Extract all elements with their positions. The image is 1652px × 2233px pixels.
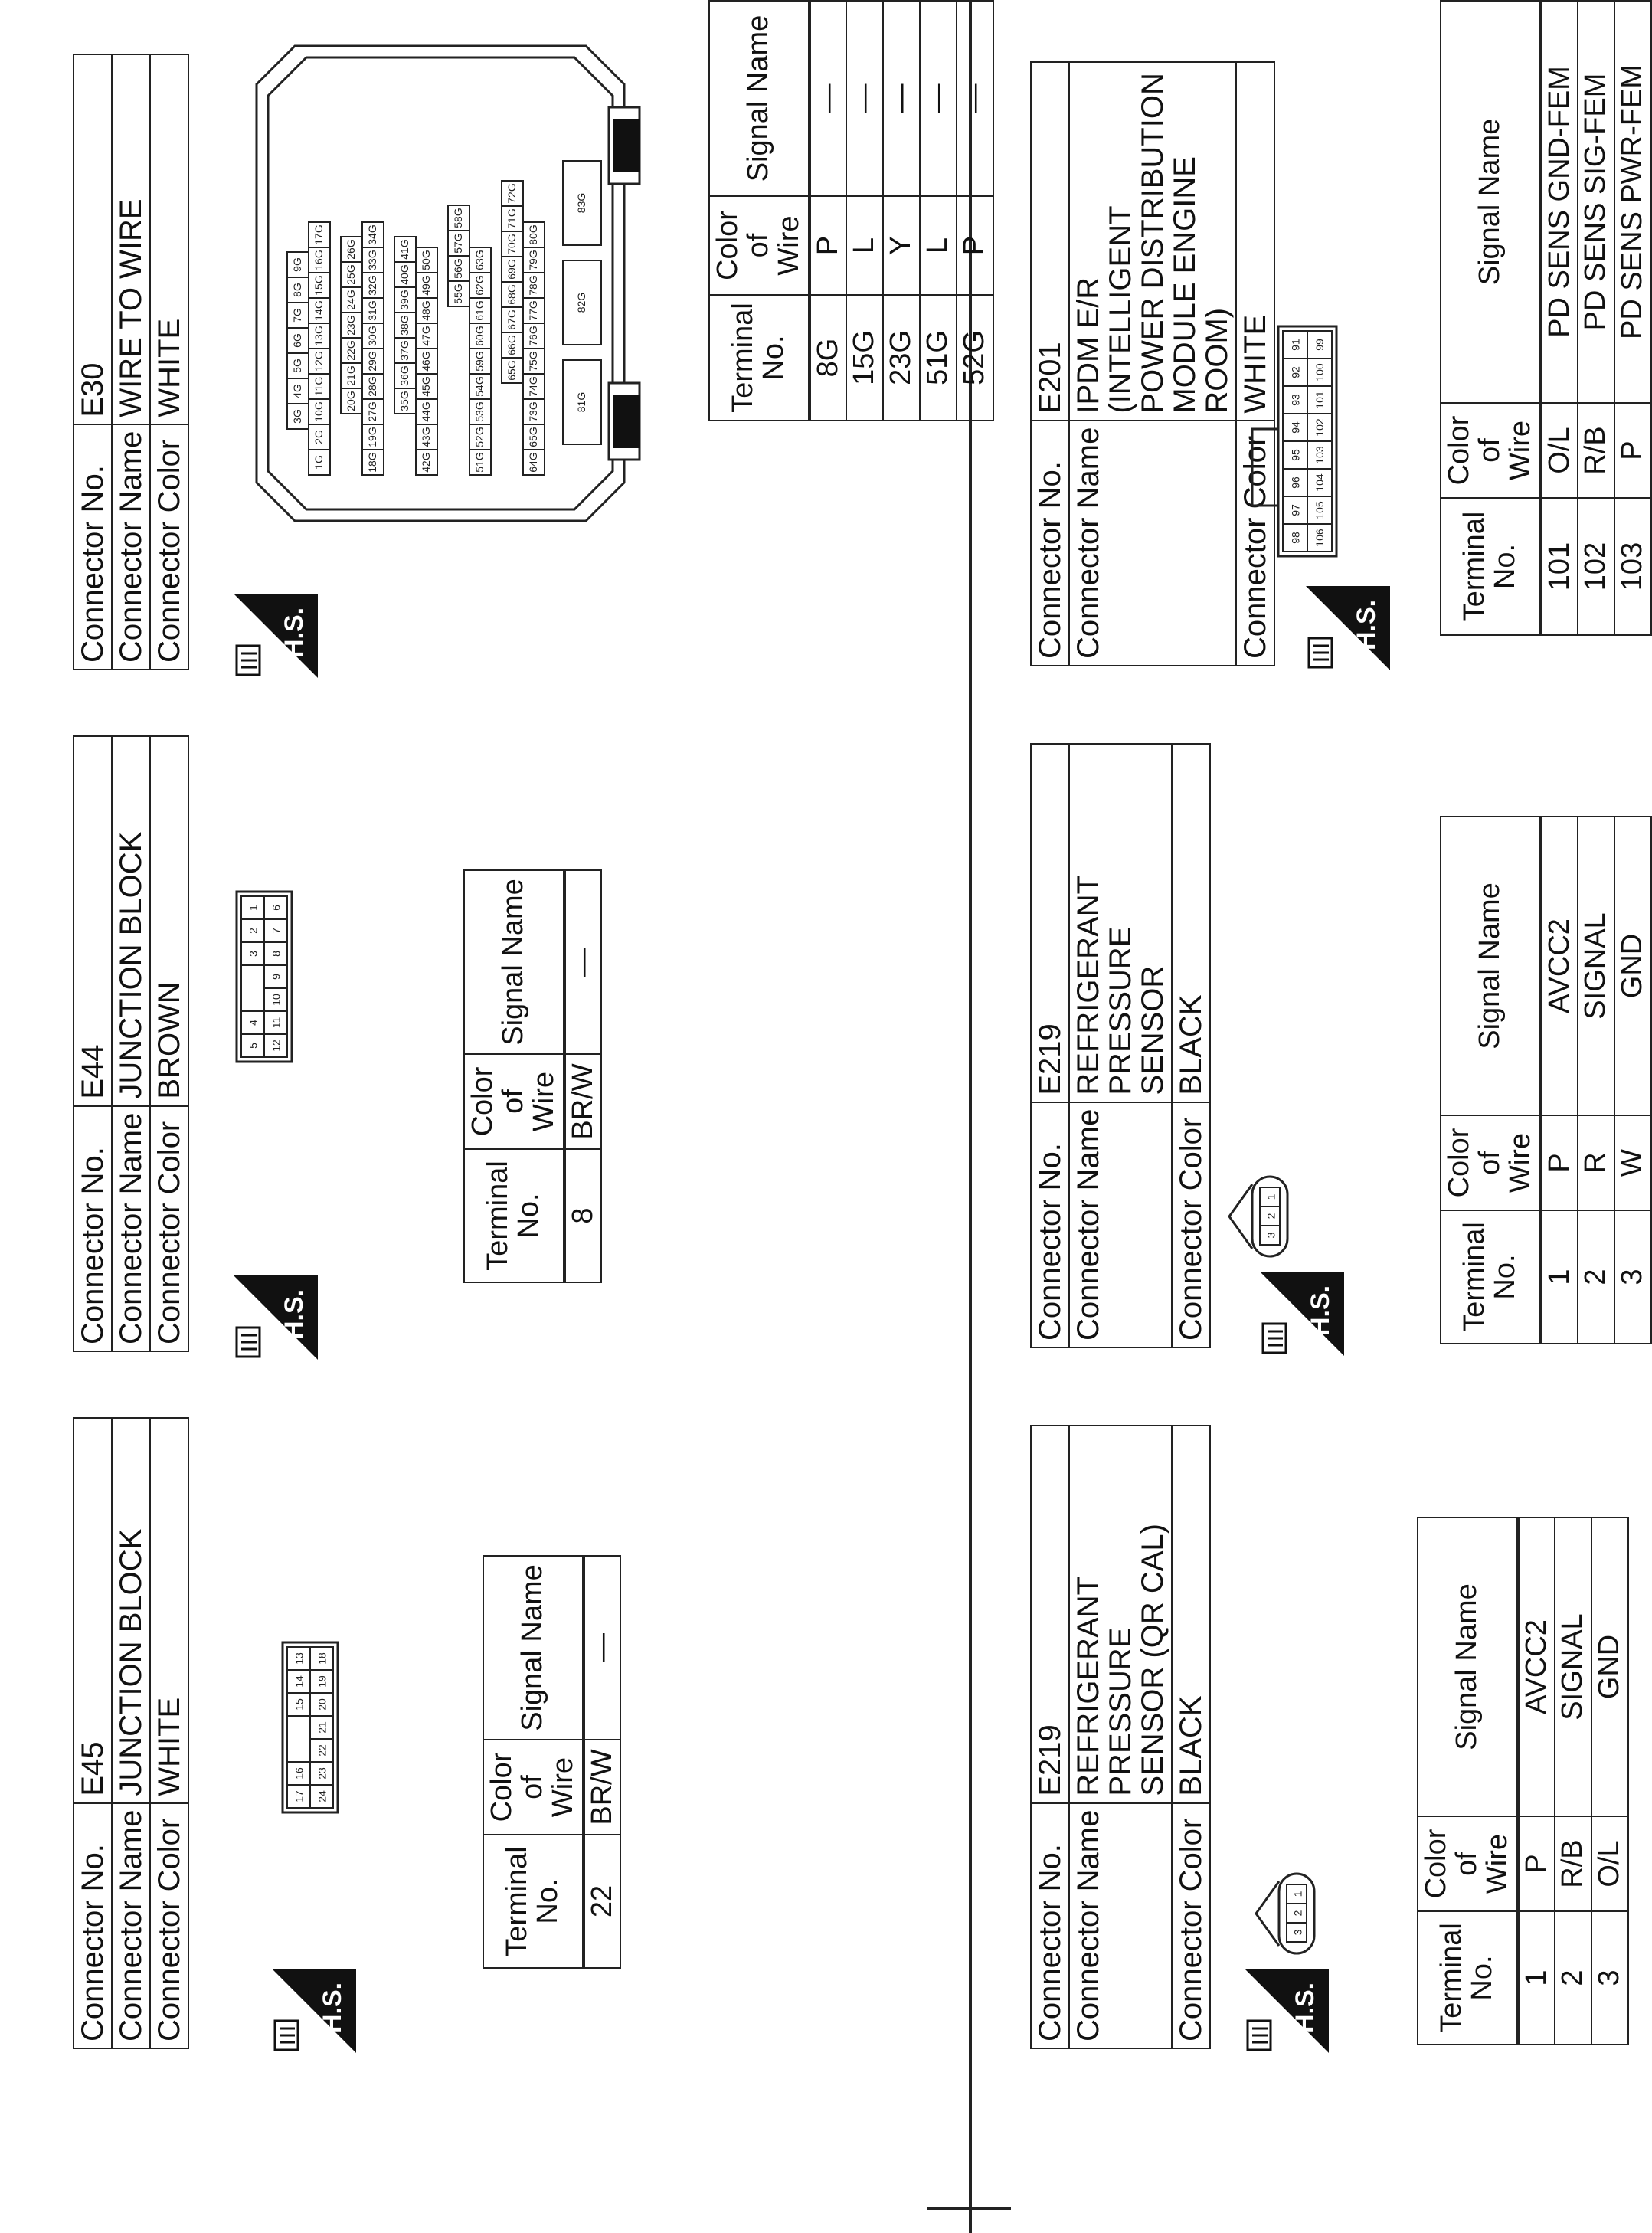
connector-name-value: JUNCTION BLOCK [112,1418,150,1803]
wire-color-header: Color of Wire [1441,1115,1541,1210]
harness-side-icon: H.S. [1260,1272,1344,1356]
signal-name-cell: PD SENS SIG-FEM [1578,1,1614,403]
pin-label: 50G [420,250,433,270]
pin-label: 102 [1313,418,1326,437]
pin-label: 74G [527,376,540,397]
connector-info-e44 [73,735,189,1352]
pin-label: 38G [398,315,411,336]
wire-color-cell: W [1614,1115,1651,1210]
signal-name-header: Signal Name [1418,1518,1518,1816]
pin-label: 2 [1291,1910,1304,1917]
pin-label: 39G [398,290,411,310]
pin-label: 6G [291,333,304,348]
signal-name-header: Signal Name [1441,817,1541,1115]
table-row [564,870,602,1282]
signal-name-cell: — [846,1,883,196]
pin-label: 55G [452,283,465,304]
wire-color-cell: BR/W [584,1740,621,1835]
connector-name-label: Connector Name [112,1106,150,1351]
wire-color-cell: P [810,196,847,295]
pin-label: 61G [473,300,486,321]
pin-label: 65G [505,360,518,381]
pin-label: 77G [527,300,540,321]
pin-label: 20 [316,1698,329,1711]
pin-label: 40G [398,264,411,285]
pin-label: 12G [312,351,325,372]
terminal-table-e201 [1440,0,1652,636]
terminal-cell: 8 [564,1149,602,1282]
pin-label: 3 [247,951,260,957]
pin-label: 15G [312,275,325,296]
pin-label: 26G [345,239,358,260]
pin-label: 1 [1291,1891,1304,1897]
terminal-table-e219 [1440,816,1652,1344]
terminal-no-header: Terminal No. [1418,1911,1518,2045]
pin-label: 68G [505,284,518,305]
connector-no-label: Connector No. [1031,1102,1069,1347]
wire-color-header: Color of Wire [1441,403,1541,498]
table-row [1541,817,1578,1344]
signal-name-cell: AVCC2 [1541,817,1578,1115]
table-row [1591,1518,1628,2045]
pin-label: 4 [247,1020,260,1026]
pin-label: 25G [345,264,358,285]
pin-label: 35G [398,391,411,411]
pin-label: 1 [1264,1193,1277,1200]
wire-color-cell: L [846,196,883,295]
connector-color-value: BROWN [150,736,188,1106]
pin-label: 46G [420,351,433,372]
pin-label: 65G [527,427,540,447]
signal-name-cell: SIGNAL [1578,817,1614,1115]
connector-no-value: E201 [1031,62,1069,421]
pin-label: 22G [345,340,358,361]
connector-name-value: IPDM E/R (INTELLIGENT POWER DISTRIBUTION MODULE ENGINE ROOM) [1069,62,1236,421]
signal-name-cell: AVCC2 [1518,1518,1555,1816]
pin-label: 53G [473,401,486,422]
pin-label: 18 [316,1652,329,1665]
harness-side-icon: H.S. [1245,1969,1329,2053]
signal-name-header: Signal Name [464,870,564,1054]
connector-name-label: Connector Name [112,1803,150,2048]
wire-color-cell: R [1578,1115,1614,1210]
pin-label: 52G [473,427,486,447]
pin-label: 24G [345,290,358,310]
terminal-cell: 1 [1518,1911,1555,2045]
connector-name-value: REFRIGERANT PRESSURE SENSOR (QR CAL) [1069,1426,1172,1803]
pin-label: 79G [527,250,540,270]
wire-color-cell: P [957,196,993,295]
pin-label: 44G [420,401,433,422]
pin-label: 58G [452,208,465,228]
pin-label: 66G [505,335,518,355]
signal-name-cell: — [920,1,957,196]
pin-label: 67G [505,309,518,330]
pin-label: 42G [420,452,433,473]
pin-label: 18G [366,452,379,473]
connector-color-value: BLACK [1172,1426,1210,1803]
pin-label: 13G [312,326,325,346]
pin-label: 22 [316,1744,329,1757]
pin-label: 47G [420,326,433,346]
pin-label: 45G [420,376,433,397]
connector-info-e30 [73,54,189,670]
connector-color-value: WHITE [150,54,188,424]
pin-label: 31G [366,300,379,321]
e201-connector-face [1237,291,1356,567]
connector-color-label: Connector Color [150,1106,188,1351]
pin-label: 76G [527,326,540,346]
pin-label: 29G [366,351,379,372]
terminal-cell: 23G [883,295,920,421]
pin-label: 83G [575,192,588,214]
table-row [1614,817,1651,1344]
vertical-divider [927,2207,1011,2210]
pin-label: 34G [366,224,379,245]
pin-label: 32G [366,275,379,296]
pin-label: 97 [1289,504,1302,516]
pin-label: 9 [270,974,283,980]
pin-label: 72G [505,183,518,204]
pin-label: 27G [366,401,379,422]
pin-label: 28G [366,376,379,397]
connector-color-label: Connector Color [1172,1102,1210,1347]
pin-label: 14G [312,300,325,321]
connector-color-label: Connector Color [1236,421,1274,666]
harness-side-icon: H.S. [234,594,318,678]
e219-qr-cal-connector-face [1241,1838,1336,1969]
pin-label: 41G [398,239,411,260]
table-row [1578,817,1614,1344]
pin-label: 8 [270,951,283,957]
pin-label: 16 [293,1767,306,1780]
terminal-cell: 101 [1541,498,1578,635]
connector-name-value: WIRE TO WIRE [112,54,150,424]
connector-no-label: Connector No. [1031,1803,1069,2048]
wire-color-cell: O/L [1591,1816,1628,1911]
signal-name-header: Signal Name [709,1,810,196]
pin-label: 48G [420,300,433,321]
wire-color-header: Color of Wire [709,196,810,295]
pin-label: 70G [505,234,518,254]
wire-color-cell: P [1614,403,1651,498]
pin-label: 10G [312,401,325,422]
connector-color-value: WHITE [150,1418,188,1803]
pin-label: 21G [345,365,358,386]
terminal-table-e44 [463,869,602,1283]
wire-color-cell: BR/W [564,1054,602,1149]
pin-label: 3 [1264,1232,1277,1239]
terminal-no-header: Terminal No. [709,295,810,421]
pin-label: 17G [312,224,325,245]
pin-label: 7G [291,308,304,323]
pin-label: 2G [312,430,325,444]
terminal-cell: 2 [1578,1210,1614,1344]
table-row [1578,1,1614,635]
pin-label: 1 [247,905,260,911]
table-row [584,1556,621,1968]
pin-label: 19G [366,427,379,447]
wire-color-cell: R/B [1578,403,1614,498]
pin-label: 5 [247,1043,260,1049]
connector-info-e219-qr-cal [1030,1425,1211,2049]
pin-label: 98 [1289,532,1302,544]
signal-name-cell: — [957,1,993,196]
pin-label: 105 [1313,501,1326,519]
pin-label: 49G [420,275,433,296]
wire-color-cell: P [1518,1816,1555,1911]
connector-no-value: E30 [74,54,112,424]
table-row [1541,1,1578,635]
pin-label: 96 [1289,476,1302,489]
e45-connector-face [280,1616,360,1816]
connector-no-label: Connector No. [1031,421,1069,666]
terminal-cell: 102 [1578,498,1614,635]
pin-label: 19 [316,1675,329,1688]
pin-label: 101 [1313,391,1326,409]
connector-color-value: BLACK [1172,744,1210,1102]
table-row [1614,1,1651,635]
wire-color-header: Color of Wire [464,1054,564,1149]
connector-color-label: Connector Color [150,1803,188,2048]
terminal-table-e45 [483,1555,621,1969]
table-row [883,1,920,421]
pin-label: 4G [291,384,304,398]
terminal-cell: 51G [920,295,957,421]
pin-label: 37G [398,340,411,361]
pin-label: 2 [1264,1213,1277,1220]
connector-color-value: WHITE [1236,62,1274,421]
pin-label: 3G [291,409,304,424]
table-row [957,1,993,421]
connector-name-label: Connector Name [1069,1803,1172,2048]
connector-no-label: Connector No. [74,424,112,670]
terminal-no-header: Terminal No. [464,1149,564,1282]
pin-label: 100 [1313,363,1326,381]
pin-label: 51G [473,452,486,473]
pin-label: 57G [452,233,465,254]
pin-label: 64G [527,452,540,473]
pin-label: 11 [270,1017,283,1029]
pin-label: 59G [473,351,486,372]
terminal-cell: 3 [1614,1210,1651,1344]
pin-label: 62G [473,275,486,296]
pin-label: 13 [293,1652,306,1665]
signal-name-cell: GND [1591,1518,1628,1816]
e30-connector-face [234,31,643,536]
pin-label: 94 [1289,421,1302,434]
wire-color-cell: Y [883,196,920,295]
pin-label: 60G [473,326,486,346]
signal-name-header: Signal Name [1441,1,1541,403]
pin-label: 71G [505,208,518,229]
connector-no-value: E45 [74,1418,112,1803]
connector-no-value: E219 [1031,744,1069,1102]
wire-color-cell: R/B [1555,1816,1591,1911]
pin-label: 8G [291,283,304,297]
terminal-cell: 3 [1591,1911,1628,2045]
wire-color-header: Color of Wire [1418,1816,1518,1911]
terminal-cell: 8G [810,295,847,421]
wire-color-cell: O/L [1541,403,1578,498]
pin-label: 95 [1289,449,1302,461]
pin-label: 9G [291,257,304,272]
signal-name-cell: GND [1614,817,1651,1115]
pin-label: 54G [473,376,486,397]
pin-label: 99 [1313,339,1326,351]
terminal-cell: 22 [584,1835,621,1968]
pin-label: 10 [270,994,283,1006]
table-row [846,1,883,421]
pin-label: 69G [505,259,518,280]
terminal-cell: 103 [1614,498,1651,635]
pin-label: 20G [345,391,358,411]
connector-info-e219 [1030,743,1211,1348]
pin-label: 23 [316,1767,329,1780]
pin-label: 92 [1289,366,1302,378]
pin-label: 24 [316,1790,329,1802]
pin-label: 103 [1313,446,1326,464]
pin-label: 91 [1289,339,1302,351]
table-row [1518,1518,1555,2045]
pin-label: 104 [1313,473,1326,492]
connector-no-value: E219 [1031,1426,1069,1803]
signal-name-cell: — [564,870,602,1054]
e44-connector-face [234,866,314,1065]
pin-label: 82G [575,292,588,313]
pin-label: 80G [527,224,540,245]
pin-label: 3 [1291,1929,1304,1936]
pin-label: 1G [312,455,325,470]
pin-label: 16G [312,250,325,270]
connector-name-label: Connector Name [112,424,150,670]
harness-side-icon: H.S. [1306,586,1390,670]
wire-color-cell: P [1541,1115,1578,1210]
pin-label: 93 [1289,394,1302,406]
terminal-cell: 2 [1555,1911,1591,2045]
pin-label: 2 [247,928,260,934]
harness-side-icon: H.S. [272,1969,356,2053]
pin-label: 17 [293,1790,306,1802]
e219-connector-face [1214,1141,1310,1272]
pin-label: 43G [420,427,433,447]
terminal-table-e30 [708,0,994,421]
terminal-cell: 15G [846,295,883,421]
pin-label: 56G [452,258,465,279]
pin-label: 36G [398,365,411,386]
pin-label: 11G [312,376,325,397]
connector-name-label: Connector Name [1069,421,1236,666]
terminal-no-header: Terminal No. [1441,1210,1541,1344]
signal-name-cell: PD SENS PWR-FEM [1614,1,1651,403]
signal-name-cell: — [810,1,847,196]
table-row [920,1,957,421]
signal-name-cell: — [883,1,920,196]
connector-no-label: Connector No. [74,1106,112,1351]
pin-label: 7 [270,928,283,934]
pin-label: 63G [473,250,486,270]
connector-color-label: Connector Color [150,424,188,670]
pin-label: 14 [293,1675,306,1688]
pin-label: 30G [366,326,379,346]
pin-label: 33G [366,250,379,270]
terminal-no-header: Terminal No. [1441,498,1541,635]
connector-color-label: Connector Color [1172,1803,1210,2048]
terminal-table-e219-qr-cal [1417,1517,1629,2045]
signal-name-header: Signal Name [483,1556,584,1740]
pin-label: 15 [293,1698,306,1711]
signal-name-cell: SIGNAL [1555,1518,1591,1816]
pin-label: 73G [527,401,540,422]
pin-label: 12 [270,1040,283,1052]
signal-name-cell: — [584,1556,621,1740]
connector-no-label: Connector No. [74,1803,112,2048]
pin-label: 81G [575,391,588,413]
connector-name-label: Connector Name [1069,1102,1172,1347]
pin-label: 23G [345,315,358,336]
connector-no-value: E44 [74,736,112,1106]
table-row [1555,1518,1591,2045]
harness-side-icon: H.S. [234,1275,318,1360]
connector-name-value: REFRIGERANT PRESSURE SENSOR [1069,744,1172,1102]
terminal-no-header: Terminal No. [483,1835,584,1968]
connector-name-value: JUNCTION BLOCK [112,736,150,1106]
pin-label: 106 [1313,529,1326,547]
terminal-cell: 1 [1541,1210,1578,1344]
pin-label: 75G [527,351,540,372]
pin-label: 21 [316,1721,329,1734]
signal-name-cell: PD SENS GND-FEM [1541,1,1578,403]
pin-label: 78G [527,275,540,296]
wire-color-header: Color of Wire [483,1740,584,1835]
connector-info-e45 [73,1417,189,2049]
wire-color-cell: L [920,196,957,295]
terminal-cell: 52G [957,295,993,421]
table-row [810,1,847,421]
pin-label: 6 [270,905,283,911]
pin-label: 5G [291,359,304,373]
